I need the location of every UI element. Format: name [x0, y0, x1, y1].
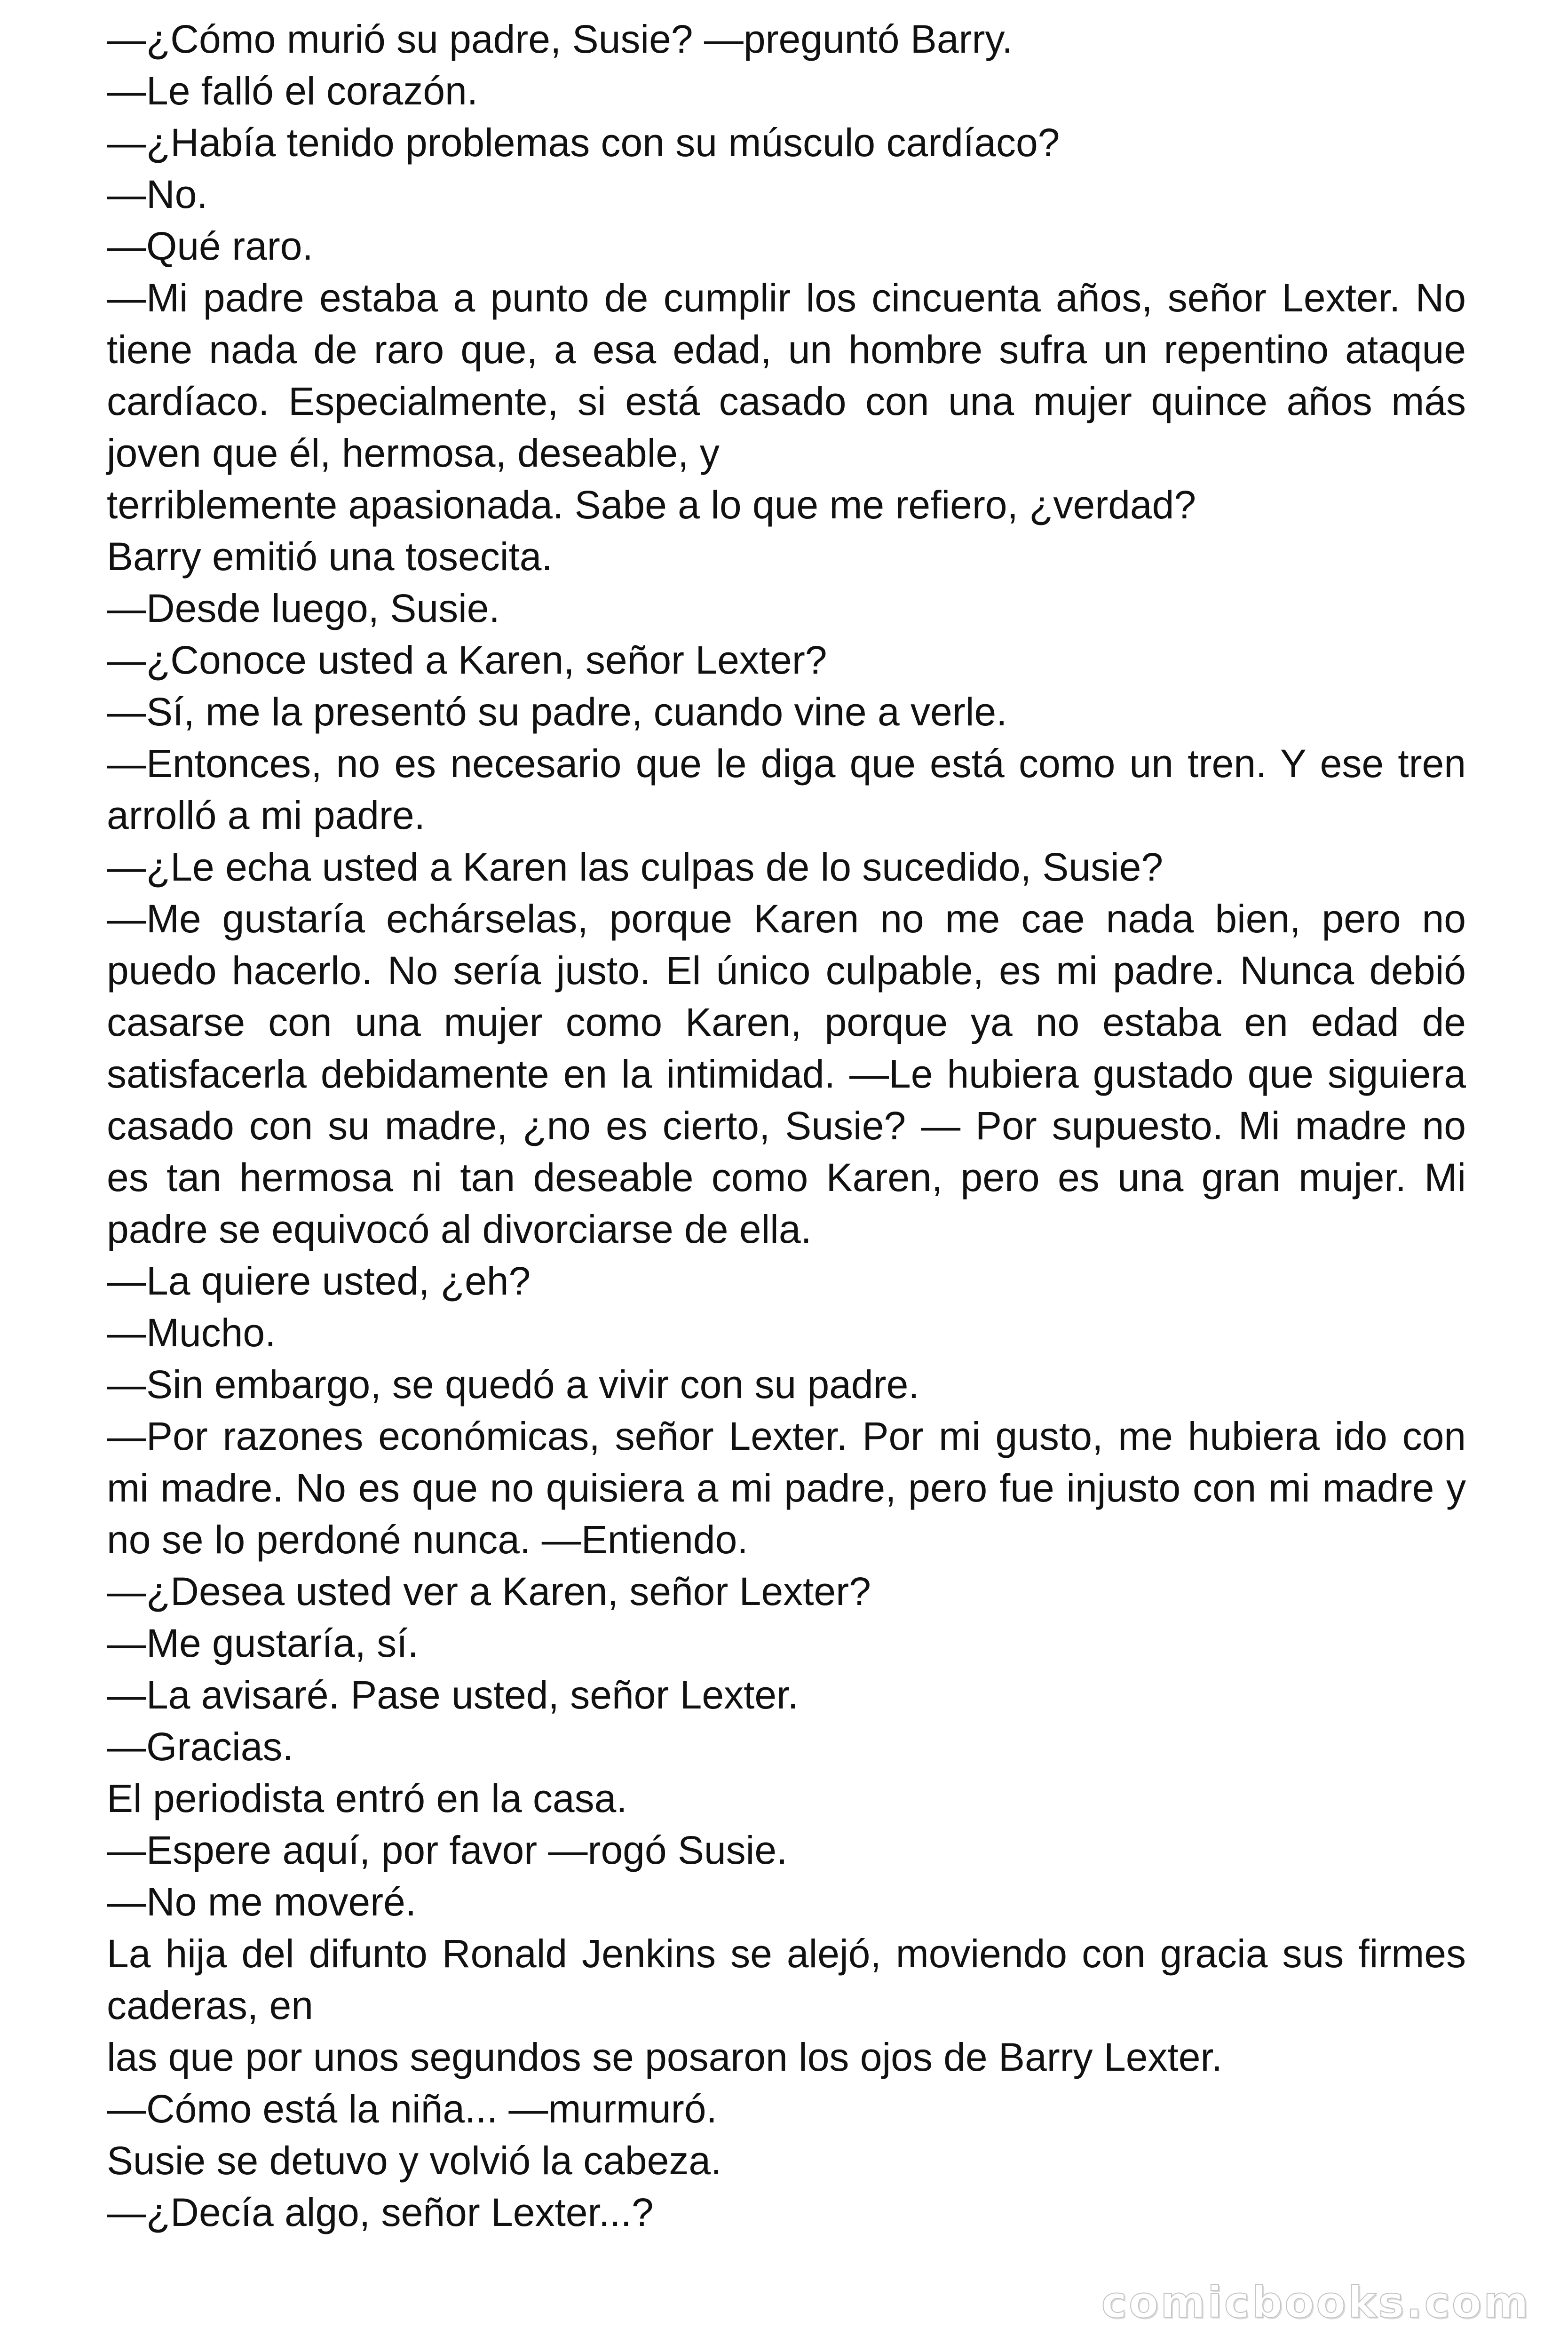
paragraph: —Sin embargo, se quedó a vivir con su padre. [107, 1362, 919, 1406]
paragraph: —Por razones económicas, señor Lexter. Por mi gusto, me hubiera ido con mi madre. No es que no quisiera a mi padre, pero fue injusto con mi madre y no se lo perdoné nunca. —Entiendo. [107, 1414, 1466, 1562]
watermark: comicbooks.com [1101, 2277, 1530, 2328]
paragraph: —Cómo está la niña... —murmuró. [107, 2087, 717, 2131]
paragraph: terriblemente apasionada. Sabe a lo que me refiero, ¿verdad? [107, 483, 1196, 527]
paragraph: Susie se detuvo y volvió la cabeza. [107, 2138, 722, 2183]
paragraph: —Le falló el corazón. [107, 69, 478, 113]
paragraph: El periodista entró en la casa. [107, 1776, 627, 1820]
paragraph: —Desde luego, Susie. [107, 586, 500, 630]
paragraph: —No. [107, 172, 208, 216]
paragraph: —¿Le echa usted a Karen las culpas de lo sucedido, Susie? [107, 845, 1164, 889]
paragraph: —Me gustaría, sí. [107, 1621, 419, 1665]
paragraph: —Me gustaría echárselas, porque Karen no me cae nada bien, pero no puedo hacerlo. No sería justo. El único culpable, es mi padre. Nunca debió casarse con una mujer como Karen, porque ya no estaba en edad de satisfacerla debidamente en la intimidad. —Le hubiera gustado que siguiera casado con su madre, ¿no es cierto, Susie? — Por supuesto. Mi madre no es tan hermosa ni tan deseable como Karen, pero es una gran mujer. Mi padre se equivocó al divorciarse de ella. [107, 897, 1466, 1251]
paragraph: —La avisaré. Pase usted, señor Lexter. [107, 1673, 799, 1717]
paragraph: —Espere aquí, por favor —rogó Susie. [107, 1828, 788, 1872]
paragraph: —No me moveré. [107, 1880, 417, 1924]
paragraph: —Gracias. [107, 1724, 293, 1769]
paragraph: —¿Había tenido problemas con su músculo cardíaco? [107, 120, 1060, 165]
paragraph: —¿Cómo murió su padre, Susie? —preguntó Barry. [107, 17, 1013, 61]
paragraph: —¿Conoce usted a Karen, señor Lexter? [107, 638, 827, 682]
paragraph: —¿Decía algo, señor Lexter...? [107, 2190, 654, 2234]
paragraph: —Mucho. [107, 1311, 276, 1355]
paragraph: —La quiere usted, ¿eh? [107, 1259, 531, 1303]
paragraph: —Entonces, no es necesario que le diga que está como un tren. Y ese tren arrolló a mi padre. [107, 741, 1466, 837]
body-text [107, 13, 1466, 2238]
paragraph: —Qué raro. [107, 224, 313, 268]
paragraph: las que por unos segundos se posaron los ojos de Barry Lexter. [107, 2035, 1223, 2079]
paragraph: —Mi padre estaba a punto de cumplir los cincuenta años, señor Lexter. No tiene nada de raro que, a esa edad, un hombre sufra un repentino ataque cardíaco. Especialmente, si está casado con una mujer quince años más joven que él, hermosa, deseable, y [107, 276, 1466, 475]
paragraph: —Sí, me la presentó su padre, cuando vine a verle. [107, 690, 1007, 734]
paragraph: Barry emitió una tosecita. [107, 534, 553, 579]
paragraph: —¿Desea usted ver a Karen, señor Lexter? [107, 1569, 871, 1613]
paragraph: La hija del difunto Ronald Jenkins se alejó, moviendo con gracia sus firmes caderas, en [107, 1931, 1466, 2027]
